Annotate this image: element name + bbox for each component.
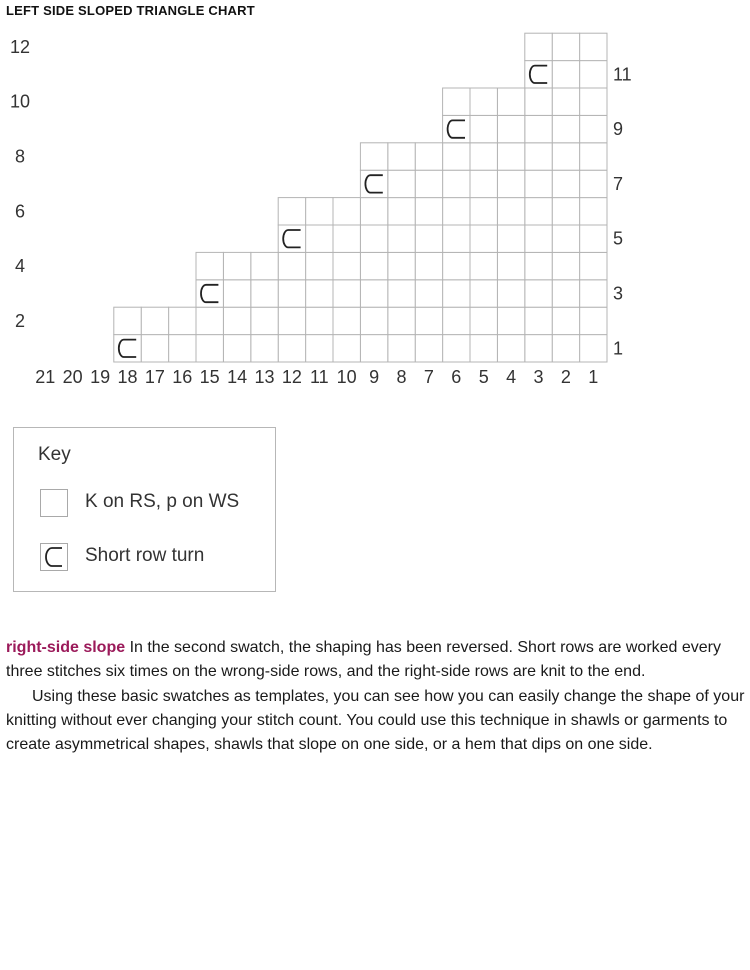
knitting-chart xyxy=(0,0,750,400)
short-row-turn-icon xyxy=(40,543,68,571)
chart-cell xyxy=(278,335,305,362)
column-number-label: 5 xyxy=(478,367,489,387)
chart-cell xyxy=(525,143,552,170)
chart-cell xyxy=(552,335,579,362)
chart-cell xyxy=(196,307,223,334)
chart-cell xyxy=(470,198,497,225)
key-label-short-row-turn: Short row turn xyxy=(85,545,205,566)
chart-cell xyxy=(388,170,415,197)
column-number-label: 10 xyxy=(336,367,357,387)
chart-cell xyxy=(388,143,415,170)
chart-cell xyxy=(388,225,415,252)
chart-cell xyxy=(360,280,387,307)
chart-cell xyxy=(525,115,552,142)
chart-cell xyxy=(223,252,250,279)
row-number-label-left: 8 xyxy=(14,146,26,167)
chart-cell xyxy=(415,335,442,362)
column-number-label: 1 xyxy=(588,367,599,387)
column-number-label: 12 xyxy=(281,367,302,387)
chart-cell xyxy=(525,198,552,225)
chart-cell xyxy=(333,280,360,307)
chart-cell xyxy=(497,307,524,334)
chart-cell xyxy=(333,335,360,362)
column-number-label: 14 xyxy=(227,367,248,387)
chart-cell xyxy=(415,280,442,307)
column-number-label: 15 xyxy=(199,367,220,387)
chart-cell xyxy=(552,115,579,142)
chart-cell xyxy=(415,143,442,170)
chart-cell xyxy=(552,280,579,307)
chart-cell xyxy=(552,170,579,197)
column-number-label: 2 xyxy=(560,367,571,387)
chart-cell xyxy=(580,335,607,362)
chart-cell xyxy=(169,335,196,362)
chart-cell xyxy=(306,252,333,279)
chart-cell xyxy=(525,335,552,362)
chart-cell xyxy=(497,88,524,115)
row-number-label-left: 12 xyxy=(9,36,31,57)
row-number-label-left: 6 xyxy=(14,201,26,222)
chart-cell xyxy=(552,88,579,115)
column-number-label: 21 xyxy=(35,367,56,387)
column-number-label: 9 xyxy=(369,367,380,387)
chart-cell xyxy=(388,198,415,225)
chart-cell xyxy=(525,170,552,197)
row-number-label-right: 1 xyxy=(613,338,624,359)
chart-cell xyxy=(388,307,415,334)
chart-cell xyxy=(470,252,497,279)
body-paragraph-2: Using these basic swatches as templates, you can see how you can easily change the shape of your knitting without ever changing your stitch count. You could use this technique in shawls or garments to create asymmetrical shapes, shawls that slope on one side, or a hem that dips on one side. xyxy=(6,688,745,753)
chart-cell xyxy=(470,307,497,334)
chart-cell xyxy=(251,307,278,334)
chart-cell xyxy=(580,33,607,60)
chart-cell xyxy=(306,198,333,225)
column-number-label: 4 xyxy=(506,367,517,387)
chart-cell xyxy=(360,307,387,334)
chart-cell xyxy=(552,33,579,60)
chart-cell xyxy=(443,143,470,170)
chart-cell xyxy=(580,115,607,142)
paragraph-1-text: In the second swatch, the shaping has been reversed. Short rows are worked every three stitches six times on the wrong-side rows, and the right-side rows are knit to the end. xyxy=(6,639,722,680)
row-number-label-right: 9 xyxy=(613,119,624,140)
chart-cell xyxy=(470,143,497,170)
column-number-label: 7 xyxy=(423,367,434,387)
chart-cell xyxy=(223,280,250,307)
key-title: Key xyxy=(38,444,71,465)
chart-cell xyxy=(251,335,278,362)
column-number-label: 11 xyxy=(309,367,329,387)
chart-cell xyxy=(415,198,442,225)
chart-cell xyxy=(525,33,552,60)
chart-cell xyxy=(580,307,607,334)
chart-cell xyxy=(415,170,442,197)
chart-cell xyxy=(552,225,579,252)
chart-cell xyxy=(360,143,387,170)
chart-cell xyxy=(443,307,470,334)
chart-cell xyxy=(497,115,524,142)
chart-cell xyxy=(333,225,360,252)
chart-cell xyxy=(580,88,607,115)
chart-cell xyxy=(443,280,470,307)
chart-cell xyxy=(141,335,168,362)
row-number-label-right: 5 xyxy=(613,228,624,249)
chart-cell xyxy=(388,280,415,307)
chart-cell xyxy=(580,252,607,279)
chart-cell xyxy=(278,198,305,225)
chart-cell xyxy=(470,225,497,252)
chart-cell xyxy=(306,280,333,307)
chart-cell xyxy=(443,170,470,197)
chart-cell xyxy=(580,170,607,197)
row-number-label-left: 10 xyxy=(9,91,31,112)
chart-cell xyxy=(333,252,360,279)
chart-cell xyxy=(552,307,579,334)
chart-cell xyxy=(443,225,470,252)
chart-cell xyxy=(141,307,168,334)
chart-cell xyxy=(306,335,333,362)
chart-cell xyxy=(360,335,387,362)
chart-cell xyxy=(552,198,579,225)
chart-cell xyxy=(415,307,442,334)
chart-cell xyxy=(580,225,607,252)
chart-cell xyxy=(552,143,579,170)
chart-cell xyxy=(497,252,524,279)
column-number-label: 3 xyxy=(533,367,544,387)
chart-cell xyxy=(470,115,497,142)
chart-cell xyxy=(525,88,552,115)
chart-cell xyxy=(525,307,552,334)
chart-cell xyxy=(223,307,250,334)
chart-cell xyxy=(470,280,497,307)
chart-cell xyxy=(278,280,305,307)
column-number-label: 18 xyxy=(117,367,138,387)
column-number-label: 8 xyxy=(396,367,407,387)
chart-title: LEFT SIDE SLOPED TRIANGLE CHART xyxy=(6,3,255,18)
row-number-label-right: 3 xyxy=(613,283,624,304)
chart-cell xyxy=(251,280,278,307)
chart-cell xyxy=(415,225,442,252)
column-number-label: 13 xyxy=(254,367,275,387)
chart-cell xyxy=(580,198,607,225)
chart-cell xyxy=(443,198,470,225)
chart-cell xyxy=(470,170,497,197)
chart-cell xyxy=(443,252,470,279)
chart-cell xyxy=(196,252,223,279)
chart-cell xyxy=(278,307,305,334)
lead-term: right-side slope xyxy=(6,639,126,656)
key-label-knit: K on RS, p on WS xyxy=(85,491,240,512)
chart-cell xyxy=(415,252,442,279)
column-number-label: 20 xyxy=(62,367,83,387)
chart-cell xyxy=(360,198,387,225)
row-number-label-right: 7 xyxy=(613,173,624,194)
chart-cell xyxy=(525,280,552,307)
chart-key xyxy=(13,427,276,592)
chart-cell xyxy=(497,225,524,252)
column-number-label: 17 xyxy=(144,367,165,387)
chart-cell xyxy=(497,198,524,225)
chart-cell xyxy=(443,88,470,115)
chart-cell xyxy=(525,252,552,279)
chart-cell xyxy=(169,307,196,334)
chart-cell xyxy=(497,335,524,362)
chart-cell xyxy=(552,252,579,279)
chart-cell xyxy=(114,307,141,334)
chart-cell xyxy=(333,307,360,334)
chart-cell xyxy=(306,307,333,334)
row-number-label-right: 11 xyxy=(613,64,632,85)
chart-cell xyxy=(388,335,415,362)
chart-cell xyxy=(306,225,333,252)
column-number-label: 6 xyxy=(451,367,462,387)
chart-cell xyxy=(580,143,607,170)
chart-cell xyxy=(223,335,250,362)
column-number-label: 16 xyxy=(172,367,193,387)
chart-cell xyxy=(470,335,497,362)
chart-cell xyxy=(388,252,415,279)
chart-cell xyxy=(443,335,470,362)
chart-cell xyxy=(497,280,524,307)
row-number-label-left: 4 xyxy=(14,256,26,277)
chart-cell xyxy=(360,225,387,252)
chart-cell xyxy=(525,225,552,252)
blank-square-icon xyxy=(40,489,68,517)
chart-cell xyxy=(580,280,607,307)
chart-cell xyxy=(360,252,387,279)
column-number-label: 19 xyxy=(90,367,111,387)
chart-cell xyxy=(497,143,524,170)
chart-cell xyxy=(497,170,524,197)
body-paragraph-1 xyxy=(6,636,746,684)
chart-cell xyxy=(333,198,360,225)
row-number-label-left: 2 xyxy=(14,310,26,331)
chart-cell xyxy=(552,61,579,88)
chart-cell xyxy=(278,252,305,279)
chart-cell xyxy=(580,61,607,88)
chart-cell xyxy=(251,252,278,279)
chart-cell xyxy=(470,88,497,115)
chart-cell xyxy=(196,335,223,362)
